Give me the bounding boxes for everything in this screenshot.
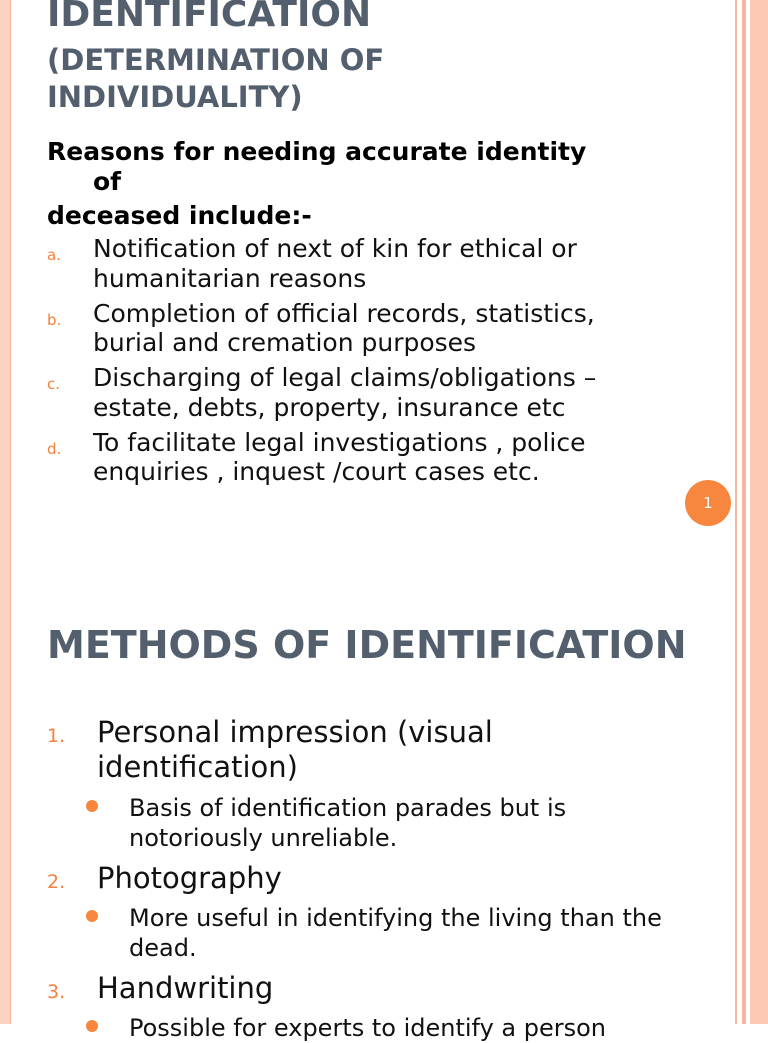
bullet-icon bbox=[86, 1020, 98, 1032]
page-number-badge: 1 bbox=[685, 480, 731, 526]
list-marker: d. bbox=[47, 439, 62, 458]
method-number: 2. bbox=[47, 871, 66, 893]
method-number: 1. bbox=[47, 725, 66, 747]
right-border-line bbox=[735, 0, 737, 1024]
reasons-list bbox=[0, 234, 700, 492]
right-border-band bbox=[750, 0, 768, 1024]
method-name: Photography bbox=[97, 861, 282, 895]
method-note: More useful in identifying the living than the dead. bbox=[129, 904, 662, 962]
slide-title: IDENTIFICATION bbox=[47, 0, 372, 35]
list-marker: a. bbox=[47, 246, 61, 264]
method-number: 3. bbox=[47, 981, 66, 1003]
left-border-line bbox=[10, 0, 11, 1024]
list-text: To facilitate legal investigations , police enquiries , inquest /court cases etc. bbox=[93, 427, 586, 486]
list-text: Completion of official records, statistics, burial and cremation purposes bbox=[93, 298, 595, 357]
list-marker: c. bbox=[47, 375, 61, 393]
list-item bbox=[0, 234, 700, 299]
intro-text bbox=[47, 137, 657, 231]
intro-line-2: of bbox=[93, 167, 122, 196]
list-marker: b. bbox=[47, 310, 62, 329]
method-note: Basis of identification parades but is notoriously unreliable. bbox=[129, 794, 567, 852]
bullet-icon bbox=[86, 910, 98, 922]
method-note: Possible for experts to identify a person bbox=[129, 1014, 606, 1042]
bullet-icon bbox=[86, 800, 98, 812]
list-text: Notification of next of kin for ethical or humanitarian reasons bbox=[93, 234, 577, 293]
section-title: METHODS OF IDENTIFICATION bbox=[47, 623, 687, 667]
slide-subtitle: (DETERMINATION OF INDIVIDUALITY) bbox=[47, 43, 385, 114]
list-text: Discharging of legal claims/obligations – estate, debts, property, insurance etc bbox=[93, 363, 597, 422]
list-item bbox=[0, 428, 700, 493]
intro-line-3: deceased include:- bbox=[47, 201, 312, 230]
method-name: Handwriting bbox=[97, 971, 274, 1005]
left-border bbox=[0, 0, 10, 1024]
list-item bbox=[0, 299, 700, 364]
intro-line-1: Reasons for needing accurate identity bbox=[47, 137, 587, 166]
method-name: Personal impression (visual identification) bbox=[97, 715, 493, 784]
list-item bbox=[0, 363, 700, 428]
